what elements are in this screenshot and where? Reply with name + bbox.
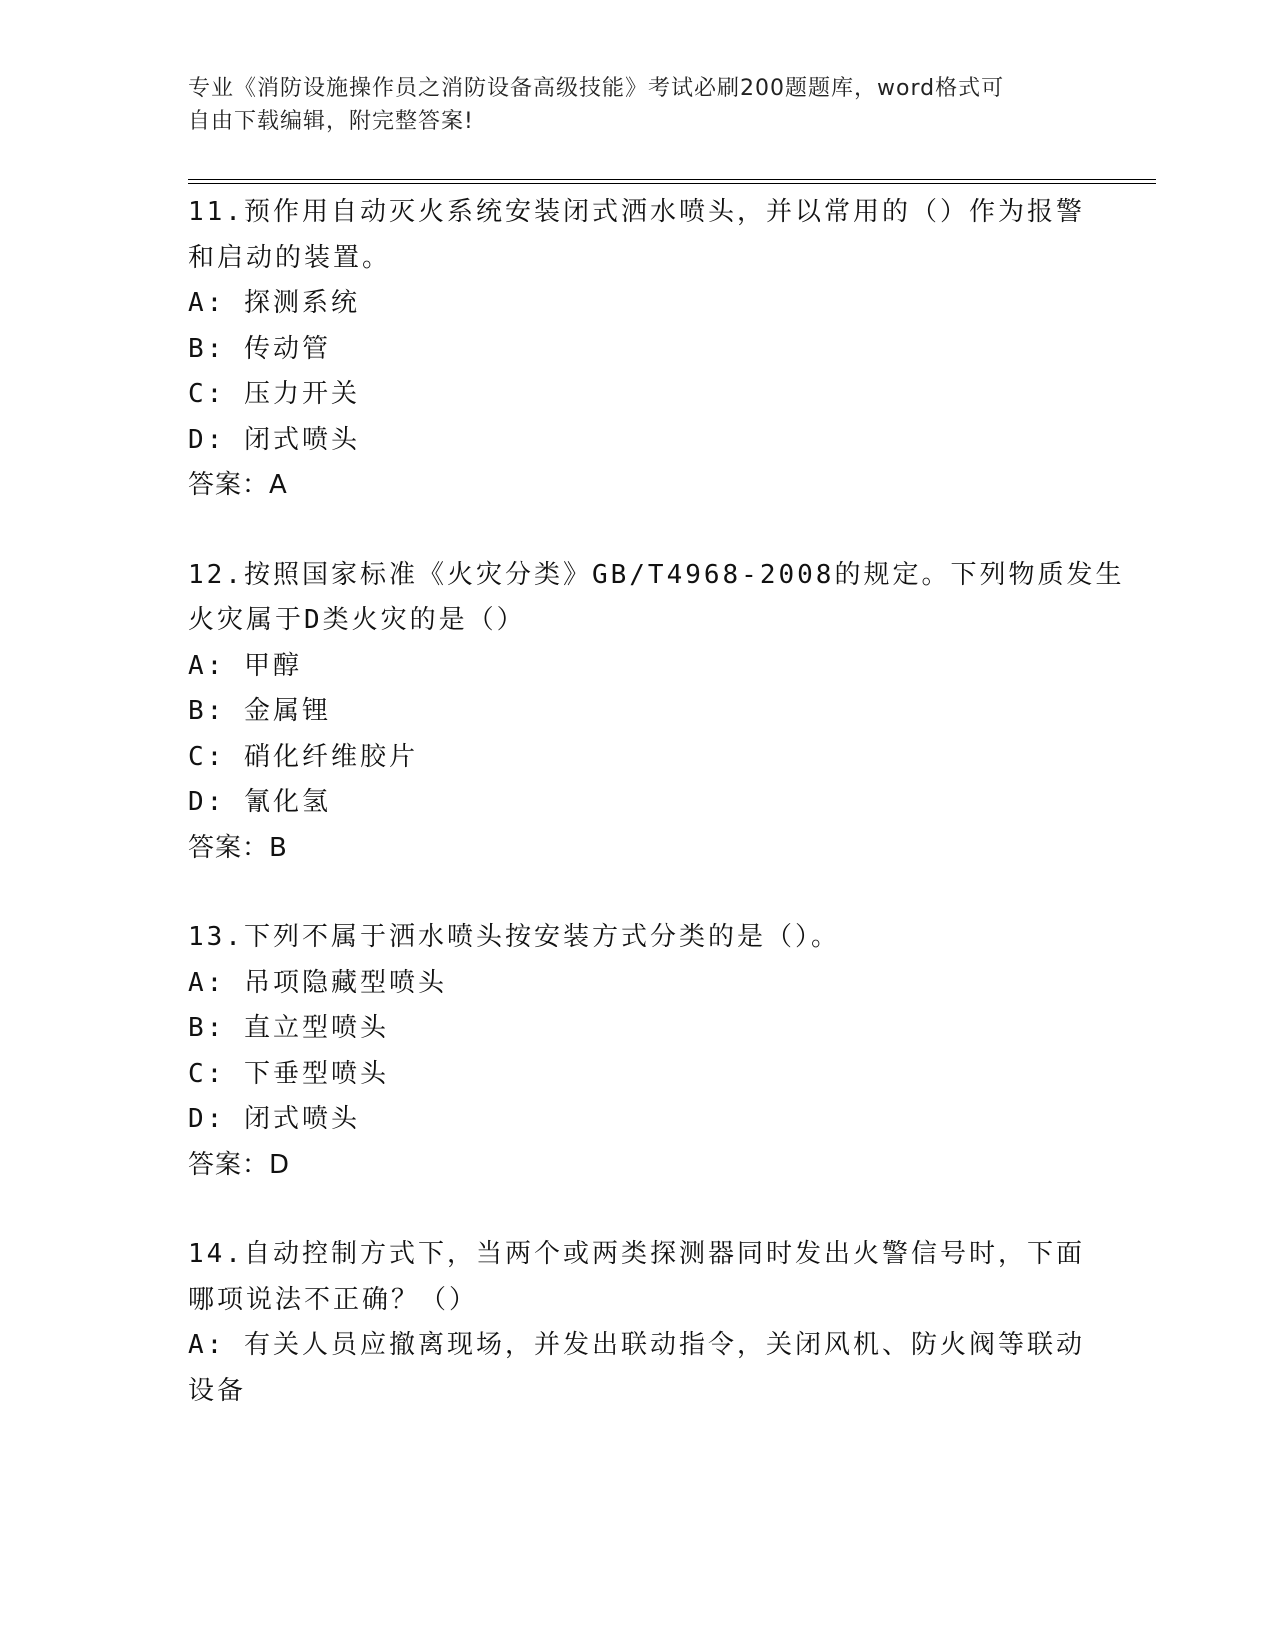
option-d: D: 氰化氢	[188, 787, 331, 817]
question-stem: 火灾属于D类火灾的是（）	[188, 605, 526, 635]
answer: 答案：D	[188, 1149, 291, 1180]
question-stem: 12.按照国家标准《火灾分类》GB/T4968-2008的规定。下列物质发生	[188, 559, 1125, 590]
question-list	[188, 190, 1125, 1458]
question-14	[188, 1232, 1088, 1414]
question-stem: 13.下列不属于洒水喷头按安装方式分类的是（）。	[188, 922, 840, 952]
option-b: B: 金属锂	[188, 696, 331, 726]
document-header	[188, 72, 1068, 138]
option-a: A: 有关人员应撤离现场，并发出联动指令，关闭风机、防火阀等联动	[188, 1330, 1085, 1360]
option-d: D: 闭式喷头	[188, 424, 360, 455]
question-13	[188, 915, 1088, 1188]
option-c: C: 下垂型喷头	[188, 1058, 389, 1089]
option-c: C: 压力开关	[188, 379, 360, 409]
option-c: C: 硝化纤维胶片	[188, 741, 418, 772]
header-line-2: 自由下载编辑，附完整答案!	[188, 109, 474, 134]
option-a: A: 甲醇	[188, 650, 302, 681]
question-stem: 14.自动控制方式下，当两个或两类探测器同时发出火警信号时，下面	[188, 1239, 1085, 1269]
option-b: B: 传动管	[188, 333, 331, 364]
question-stem: 和启动的装置。	[188, 242, 392, 273]
question-11	[188, 190, 1088, 509]
question-12	[188, 553, 1125, 872]
question-stem: 11.预作用自动灭火系统安装闭式洒水喷头，并以常用的（）作为报警	[188, 197, 1085, 227]
header-divider	[188, 179, 1156, 184]
answer: 答案：B	[188, 832, 288, 863]
question-stem: 哪项说法不正确？（）	[188, 1284, 479, 1315]
option-a: A: 吊项隐藏型喷头	[188, 967, 447, 998]
option-a: A: 探测系统	[188, 288, 360, 318]
header-line-1: 专业《消防设施操作员之消防设备高级技能》考试必刷200题题库，word格式可	[188, 76, 1005, 101]
option-a-continued: 设备	[188, 1375, 247, 1406]
option-d: D: 闭式喷头	[188, 1104, 360, 1134]
option-b: B: 直立型喷头	[188, 1013, 389, 1043]
answer: 答案：A	[188, 470, 288, 500]
